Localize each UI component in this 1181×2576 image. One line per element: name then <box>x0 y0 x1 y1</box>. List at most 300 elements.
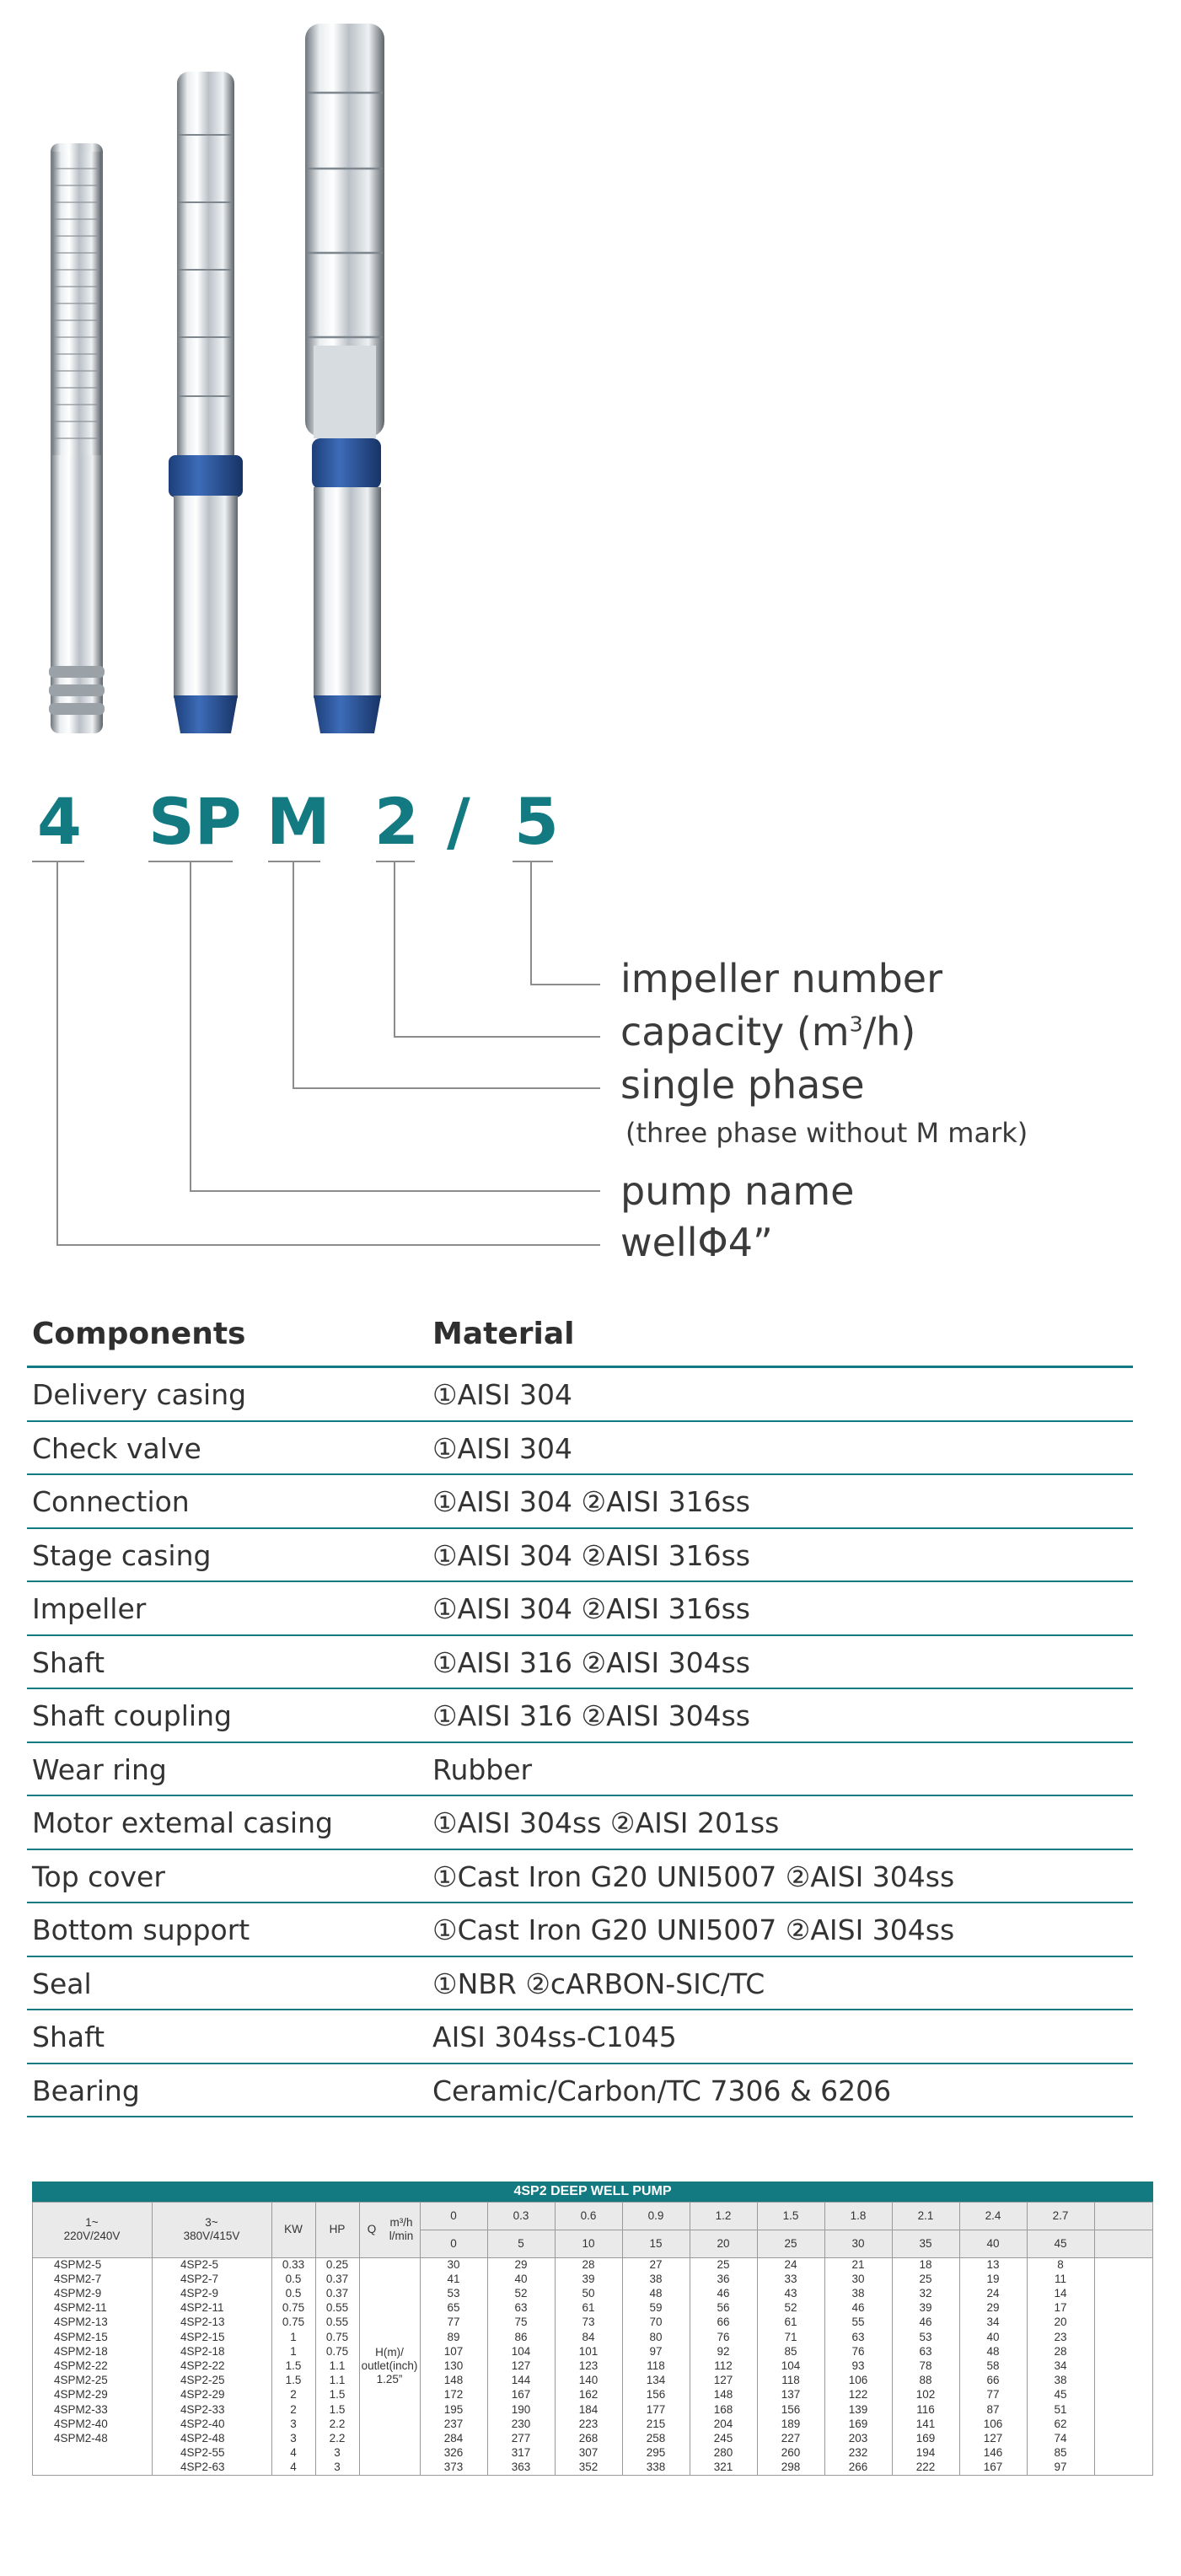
power-kw: 0.5 <box>285 2272 302 2285</box>
head-value: 137 <box>781 2388 801 2402</box>
pump-medium <box>169 72 243 733</box>
power-hp: 2.2 <box>329 2431 346 2445</box>
header-flow-m3h: 0 <box>450 2208 457 2222</box>
power-hp: 3 <box>334 2461 341 2474</box>
head-value: 141 <box>915 2417 936 2430</box>
head-value: 88 <box>919 2374 932 2387</box>
head-value: 104 <box>781 2359 801 2372</box>
component-material: ①Cast Iron G20 UNI5007 ②AISI 304ss <box>432 1860 955 1893</box>
label-impeller-number: impeller number <box>620 956 943 1001</box>
head-value: 38 <box>649 2272 663 2285</box>
grid-line <box>824 2202 825 2475</box>
head-value: 53 <box>919 2330 932 2343</box>
component-name: Top cover <box>32 1860 165 1893</box>
grid-line <box>420 2202 421 2475</box>
head-value: 162 <box>578 2388 599 2402</box>
model-three-phase: 4SP2-48 <box>180 2431 225 2445</box>
table-row <box>27 1903 1133 1957</box>
model-three-phase: 4SP2-5 <box>180 2257 219 2271</box>
table-row <box>27 1422 1133 1476</box>
component-material: ①AISI 316 ②AISI 304ss <box>432 1645 750 1679</box>
head-value: 43 <box>784 2286 797 2300</box>
power-kw: 1.5 <box>285 2359 302 2372</box>
head-value: 97 <box>649 2344 663 2358</box>
head-value: 222 <box>915 2461 936 2474</box>
head-value: 127 <box>713 2374 733 2387</box>
model-three-phase: 4SP2-15 <box>180 2330 225 2343</box>
power-hp: 1.1 <box>329 2374 346 2387</box>
model-single-phase: 4SPM2-25 <box>54 2374 108 2387</box>
component-material: Ceramic/Carbon/TC 7306 & 6206 <box>432 2074 892 2107</box>
head-value: 326 <box>443 2446 464 2460</box>
component-material: ①AISI 304 ②AISI 316ss <box>432 1538 750 1572</box>
head-value: 266 <box>848 2461 868 2474</box>
head-value: 25 <box>717 2257 730 2271</box>
power-kw: 1 <box>290 2330 297 2343</box>
grid-line <box>1152 2202 1153 2475</box>
grid-line <box>959 2202 960 2475</box>
model-three-phase: 4SP2-7 <box>180 2272 219 2285</box>
head-value: 53 <box>447 2286 460 2300</box>
label-capacity-sup: 3 <box>849 1012 863 1037</box>
table-row <box>27 1957 1133 2011</box>
table-row <box>27 2010 1133 2064</box>
head-value: 76 <box>851 2344 865 2358</box>
head-value: 277 <box>511 2431 531 2445</box>
header-flow-lmin: 5 <box>518 2236 524 2250</box>
performance-table <box>32 2182 1153 2476</box>
power-kw: 4 <box>290 2461 297 2474</box>
head-value: 167 <box>983 2461 1003 2474</box>
component-name: Shaft <box>32 2021 105 2053</box>
pump-large <box>305 24 384 733</box>
head-value: 338 <box>646 2461 666 2474</box>
table-row <box>27 1689 1133 1743</box>
code-letter-capacity: 2 <box>374 784 419 859</box>
head-value: 29 <box>986 2301 1000 2315</box>
head-value: 106 <box>848 2374 868 2387</box>
grid-line <box>32 2202 1153 2203</box>
label-phase-note: (three phase without M mark) <box>625 1117 1028 1149</box>
head-value: 38 <box>1054 2374 1067 2387</box>
header-flow-lmin: 35 <box>919 2236 932 2250</box>
head-value: 46 <box>851 2301 865 2315</box>
head-value: 28 <box>1054 2344 1067 2358</box>
head-value: 106 <box>983 2417 1003 2430</box>
head-value: 230 <box>511 2417 531 2430</box>
model-three-phase: 4SP2-13 <box>180 2316 225 2329</box>
model-single-phase: 4SPM2-22 <box>54 2359 108 2372</box>
head-value: 194 <box>915 2446 936 2460</box>
head-value: 40 <box>514 2272 528 2285</box>
head-value: 104 <box>511 2344 531 2358</box>
label-pump-name: pump name <box>620 1168 855 1214</box>
header-three-phase: 3~ 380V/415V <box>183 2216 240 2242</box>
head-value: 14 <box>1054 2286 1067 2300</box>
head-value: 177 <box>646 2402 666 2416</box>
component-material: ①AISI 304 ②AISI 316ss <box>432 1592 750 1625</box>
head-value: 284 <box>443 2431 464 2445</box>
component-material: ①AISI 316 ②AISI 304ss <box>432 1699 750 1732</box>
head-value: 127 <box>983 2431 1003 2445</box>
component-name: Delivery casing <box>32 1378 247 1411</box>
head-value: 75 <box>514 2316 528 2329</box>
head-value: 260 <box>781 2446 801 2460</box>
power-hp: 0.75 <box>325 2330 349 2343</box>
head-value: 62 <box>1054 2417 1067 2430</box>
head-value: 298 <box>781 2461 801 2474</box>
head-value: 52 <box>784 2301 797 2315</box>
performance-table-grid <box>32 2202 1153 2476</box>
model-single-phase: 4SPM2-29 <box>54 2388 108 2402</box>
model-single-phase <box>32 2461 152 2475</box>
grid-line <box>622 2202 623 2475</box>
head-value: 317 <box>511 2446 531 2460</box>
head-value: 33 <box>784 2272 797 2285</box>
head-value: 237 <box>443 2417 464 2430</box>
head-value: 169 <box>848 2417 868 2430</box>
grid-line <box>32 2202 33 2475</box>
header-unit-lmin: l/min <box>389 2230 414 2242</box>
head-value: 66 <box>717 2316 730 2329</box>
header-flow-m3h: 2.4 <box>985 2208 1001 2222</box>
power-hp: 0.75 <box>325 2344 349 2358</box>
head-value: 321 <box>713 2461 733 2474</box>
head-value: 71 <box>784 2330 797 2343</box>
power-kw: 4 <box>290 2446 297 2460</box>
head-value: 77 <box>986 2388 1000 2402</box>
head-value: 56 <box>717 2301 730 2315</box>
head-value: 168 <box>713 2402 733 2416</box>
power-kw: 2 <box>290 2402 297 2416</box>
header-flow-m3h: 2.7 <box>1052 2208 1069 2222</box>
head-value: 59 <box>649 2301 663 2315</box>
head-value: 112 <box>714 2359 733 2372</box>
head-value: 46 <box>919 2316 932 2329</box>
component-name: Wear ring <box>32 1752 167 1786</box>
power-hp: 0.37 <box>325 2286 349 2300</box>
grid-line <box>1094 2202 1095 2475</box>
model-single-phase: 4SPM2-48 <box>54 2431 108 2445</box>
head-value: 352 <box>578 2461 599 2474</box>
header-material: Material <box>432 1317 575 1351</box>
head-value: 30 <box>447 2257 460 2271</box>
model-three-phase: 4SP2-40 <box>180 2417 225 2430</box>
model-single-phase: 4SPM2-9 <box>54 2286 102 2300</box>
label-well: wellΦ4” <box>620 1220 773 1265</box>
model-three-phase: 4SP2-29 <box>180 2388 225 2402</box>
head-value: 34 <box>986 2316 1000 2329</box>
head-value: 52 <box>514 2286 528 2300</box>
header-flow-lmin: 20 <box>717 2236 730 2250</box>
head-value: 146 <box>983 2446 1003 2460</box>
power-kw: 2 <box>290 2388 297 2402</box>
head-value: 107 <box>443 2344 464 2358</box>
head-value: 268 <box>578 2431 599 2445</box>
code-letter-phase: M <box>266 784 330 859</box>
power-hp: 0.37 <box>325 2272 349 2285</box>
header-q: Q <box>367 2223 377 2235</box>
code-letter-well: 4 <box>37 784 82 859</box>
table-row <box>27 1582 1133 1636</box>
component-name: Connection <box>32 1485 190 1518</box>
head-value: 92 <box>717 2344 730 2358</box>
head-value: 58 <box>986 2359 1000 2372</box>
component-name: Stage casing <box>32 1538 212 1572</box>
header-flow-m3h: 2.1 <box>917 2208 934 2222</box>
head-value: 46 <box>717 2286 730 2300</box>
model-three-phase: 4SP2-9 <box>180 2286 219 2300</box>
head-outlet-label: H(m)/ outlet(inch) 1.25” <box>361 2346 418 2385</box>
header-flow-m3h: 1.2 <box>715 2208 732 2222</box>
power-hp: 1.5 <box>329 2388 346 2402</box>
head-value: 85 <box>784 2344 797 2358</box>
head-value: 97 <box>1054 2461 1067 2474</box>
pump-small <box>49 143 105 733</box>
header-flow-lmin: 15 <box>649 2236 663 2250</box>
head-value: 38 <box>851 2286 865 2300</box>
head-value: 24 <box>784 2257 797 2271</box>
grid-line <box>271 2202 272 2475</box>
pump-product-illustrations <box>0 0 1181 759</box>
model-three-phase: 4SP2-22 <box>180 2359 225 2372</box>
power-hp: 1.1 <box>329 2359 346 2372</box>
head-value: 8 <box>1057 2257 1064 2271</box>
component-name: Check valve <box>32 1431 201 1465</box>
model-three-phase: 4SP2-11 <box>180 2301 224 2315</box>
model-single-phase: 4SPM2-18 <box>54 2344 108 2358</box>
head-value: 123 <box>578 2359 599 2372</box>
model-single-phase <box>32 2446 152 2461</box>
head-value: 223 <box>578 2417 599 2430</box>
power-hp: 3 <box>334 2446 341 2460</box>
table-row <box>27 2064 1133 2118</box>
head-value: 23 <box>1054 2330 1067 2343</box>
head-value: 189 <box>781 2417 801 2430</box>
header-flow-lmin: 10 <box>582 2236 595 2250</box>
head-value: 65 <box>447 2301 460 2315</box>
code-letter-pump: SP <box>148 784 242 859</box>
head-value: 48 <box>649 2286 663 2300</box>
head-value: 127 <box>511 2359 531 2372</box>
table-row <box>27 1368 1133 1422</box>
head-value: 203 <box>848 2431 868 2445</box>
head-value: 118 <box>647 2359 665 2372</box>
model-single-phase: 4SPM2-7 <box>54 2272 102 2285</box>
header-flow-lmin: 25 <box>784 2236 797 2250</box>
component-material: Rubber <box>432 1752 533 1786</box>
component-name: Seal <box>32 1967 92 2000</box>
head-value: 215 <box>646 2417 666 2430</box>
component-name: Impeller <box>32 1592 147 1625</box>
model-three-phase: 4SP2-55 <box>180 2446 225 2460</box>
head-value: 204 <box>713 2417 733 2430</box>
head-value: 48 <box>986 2344 1000 2358</box>
label-capacity-prefix: capacity (m <box>620 1009 850 1055</box>
head-value: 63 <box>514 2301 528 2315</box>
head-value: 24 <box>986 2286 1000 2300</box>
head-value: 55 <box>851 2316 865 2329</box>
grid-line <box>32 2475 1153 2476</box>
table-row <box>27 1529 1133 1583</box>
model-single-phase: 4SPM2-40 <box>54 2417 108 2430</box>
head-value: 77 <box>447 2316 460 2329</box>
head-value: 89 <box>447 2330 460 2343</box>
head-value: 76 <box>717 2330 730 2343</box>
head-value: 169 <box>915 2431 936 2445</box>
head-value: 61 <box>784 2316 797 2329</box>
table-row <box>27 1850 1133 1904</box>
component-name: Shaft <box>32 1645 105 1679</box>
grid-line <box>1027 2202 1028 2475</box>
head-value: 140 <box>578 2374 599 2387</box>
header-unit-m3h: m³/h <box>389 2216 413 2229</box>
grid-line <box>152 2202 153 2475</box>
header-flow-m3h: 0.3 <box>513 2208 529 2222</box>
performance-table-title: 4SP2 DEEP WELL PUMP <box>32 2182 1153 2202</box>
head-value: 27 <box>649 2257 663 2271</box>
head-value: 280 <box>713 2446 733 2460</box>
head-value: 86 <box>514 2330 528 2343</box>
grid-line <box>487 2202 488 2475</box>
model-single-phase: 4SPM2-5 <box>54 2257 102 2271</box>
materials-table-header <box>27 1307 1133 1368</box>
head-value: 184 <box>578 2402 599 2416</box>
header-flow-lmin: 0 <box>450 2236 457 2250</box>
head-value: 167 <box>511 2388 531 2402</box>
head-value: 78 <box>919 2359 932 2372</box>
head-value: 148 <box>713 2388 733 2402</box>
head-value: 227 <box>781 2431 801 2445</box>
head-value: 363 <box>511 2461 531 2474</box>
materials-table-body <box>27 1368 1133 2117</box>
head-value: 156 <box>781 2402 801 2416</box>
head-value: 36 <box>717 2272 730 2285</box>
head-value: 63 <box>851 2330 865 2343</box>
component-material: ①Cast Iron G20 UNI5007 ②AISI 304ss <box>432 1913 955 1946</box>
header-single-phase: 1~ 220V/240V <box>63 2216 121 2242</box>
power-kw: 3 <box>290 2431 297 2445</box>
model-three-phase: 4SP2-25 <box>180 2374 225 2387</box>
power-hp: 1.5 <box>329 2402 346 2416</box>
head-value: 32 <box>919 2286 932 2300</box>
component-material: ①AISI 304ss ②AISI 201ss <box>432 1806 780 1839</box>
header-kw: KW <box>284 2223 303 2235</box>
model-single-phase: 4SPM2-33 <box>54 2402 108 2416</box>
head-value: 50 <box>582 2286 595 2300</box>
model-three-phase: 4SP2-63 <box>180 2461 225 2474</box>
head-value: 66 <box>986 2374 1000 2387</box>
power-hp: 2.2 <box>329 2417 346 2430</box>
head-value: 30 <box>851 2272 865 2285</box>
component-material: AISI 304ss-C1045 <box>432 2021 677 2053</box>
component-material: ①AISI 304 ②AISI 316ss <box>432 1485 750 1518</box>
grid-line <box>359 2202 360 2475</box>
power-kw: 0.75 <box>282 2316 305 2329</box>
head-value: 245 <box>713 2431 733 2445</box>
component-material: ①NBR ②cARBON-SIC/TC <box>432 1967 765 2000</box>
header-flow-m3h: 1.5 <box>782 2208 799 2222</box>
grid-line <box>555 2202 556 2475</box>
head-value: 73 <box>582 2316 595 2329</box>
component-name: Bottom support <box>32 1913 250 1946</box>
head-value: 18 <box>919 2257 932 2271</box>
table-row <box>27 1636 1133 1690</box>
head-value: 307 <box>578 2446 599 2460</box>
power-hp: 0.25 <box>325 2257 349 2271</box>
head-value: 51 <box>1054 2402 1067 2416</box>
head-value: 101 <box>578 2344 599 2358</box>
head-value: 295 <box>646 2446 666 2460</box>
power-kw: 1 <box>290 2344 297 2358</box>
head-value: 190 <box>511 2402 531 2416</box>
header-hp: HP <box>329 2223 346 2235</box>
head-value: 84 <box>582 2330 595 2343</box>
head-value: 28 <box>582 2257 595 2271</box>
head-value: 118 <box>781 2374 800 2387</box>
head-value: 63 <box>919 2344 932 2358</box>
head-value: 195 <box>443 2402 464 2416</box>
grid-line <box>757 2202 758 2475</box>
model-single-phase: 4SPM2-11 <box>54 2301 107 2315</box>
component-material: ①AISI 304 <box>432 1378 573 1411</box>
head-value: 134 <box>646 2374 666 2387</box>
head-value: 70 <box>649 2316 663 2329</box>
table-row <box>27 1743 1133 1797</box>
header-flow-lmin: 40 <box>986 2236 1000 2250</box>
head-value: 144 <box>511 2374 531 2387</box>
power-hp: 0.55 <box>325 2301 349 2315</box>
head-value: 13 <box>986 2257 1000 2271</box>
head-value: 85 <box>1054 2446 1067 2460</box>
head-value: 130 <box>443 2359 464 2372</box>
component-name: Motor extemal casing <box>32 1806 333 1839</box>
grid-line <box>32 2257 1153 2258</box>
head-value: 258 <box>646 2431 666 2445</box>
label-capacity-suffix: /h) <box>862 1009 916 1055</box>
head-value: 102 <box>915 2388 936 2402</box>
head-value: 39 <box>919 2301 932 2315</box>
power-kw: 0.75 <box>282 2301 305 2315</box>
head-value: 122 <box>848 2388 868 2402</box>
header-flow-m3h: 1.8 <box>850 2208 867 2222</box>
head-value: 232 <box>848 2446 868 2460</box>
head-value: 87 <box>986 2402 1000 2416</box>
power-kw: 0.5 <box>285 2286 302 2300</box>
head-value: 80 <box>649 2330 663 2343</box>
materials-table <box>27 1307 1133 2117</box>
power-kw: 1.5 <box>285 2374 302 2387</box>
component-name: Bearing <box>32 2074 140 2107</box>
power-kw: 3 <box>290 2417 297 2430</box>
head-value: 74 <box>1054 2431 1067 2445</box>
head-value: 116 <box>916 2402 935 2416</box>
component-name: Shaft coupling <box>32 1699 232 1732</box>
head-value: 373 <box>443 2461 464 2474</box>
table-row <box>27 1475 1133 1529</box>
label-capacity <box>620 1008 915 1055</box>
model-three-phase: 4SP2-33 <box>180 2402 225 2416</box>
code-letter-impeller: 5 <box>514 784 559 859</box>
head-value: 21 <box>851 2257 865 2271</box>
head-value: 61 <box>582 2301 595 2315</box>
header-flow-lmin: 30 <box>851 2236 865 2250</box>
head-value: 41 <box>447 2272 460 2285</box>
model-single-phase: 4SPM2-13 <box>54 2316 108 2329</box>
power-kw: 0.33 <box>282 2257 305 2271</box>
header-flow-m3h: 0.6 <box>580 2208 597 2222</box>
head-value: 156 <box>646 2388 666 2402</box>
